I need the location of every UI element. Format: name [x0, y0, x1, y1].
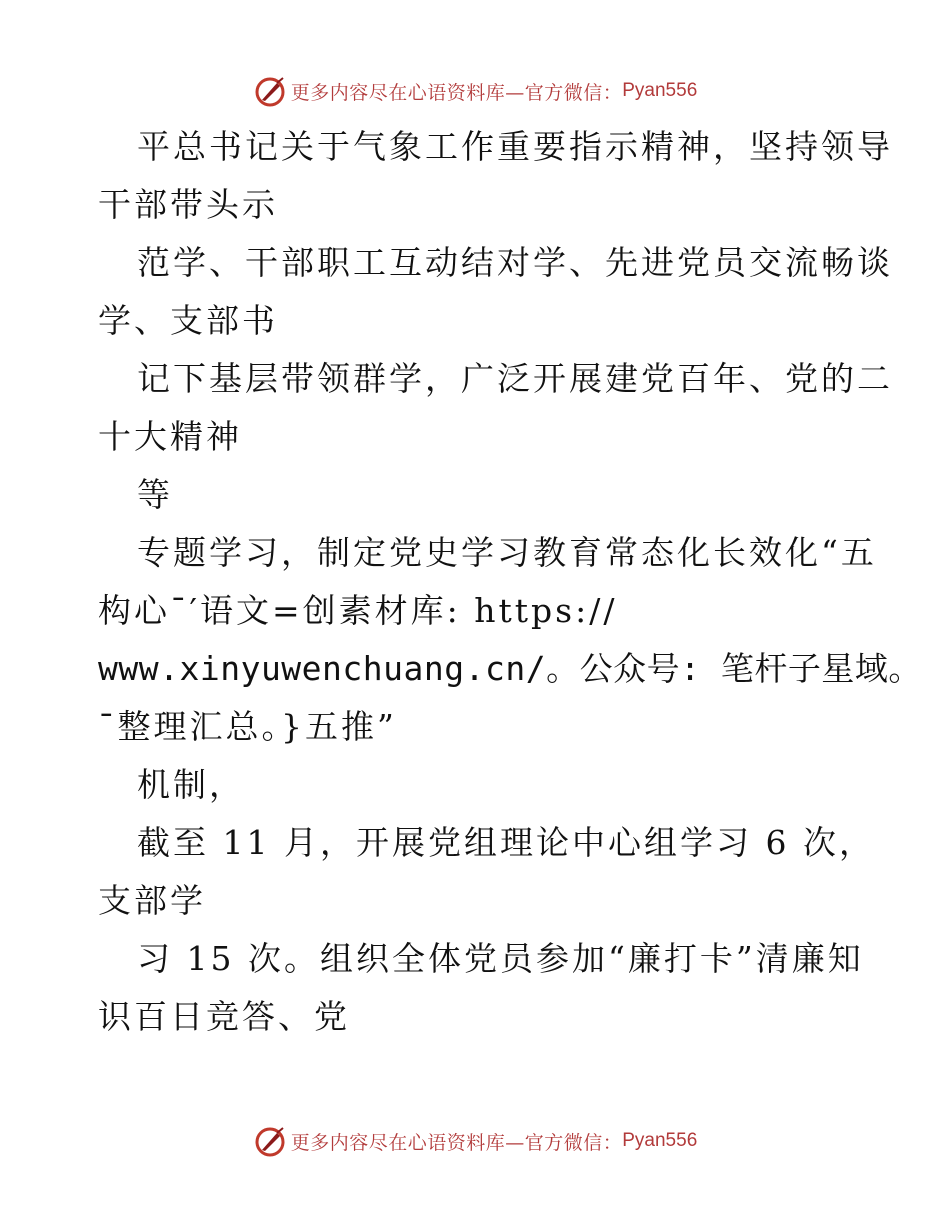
- text-line: 专题学习，制定党史学习教育常态化长效化“五: [137, 533, 877, 572]
- text-line: 十大精神: [98, 417, 242, 456]
- text-line: 机制，: [137, 765, 245, 804]
- text-line: 平总书记关于气象工作重要指示精神，坚持领导: [137, 127, 893, 166]
- footer-banner: [0, 1121, 950, 1161]
- banner-wechat-id: Pyan556: [622, 80, 698, 101]
- header-banner: [0, 71, 950, 111]
- text-line-url: www.xinyuwenchuang.cn/。公众号: 笔杆子星域。: [98, 649, 922, 688]
- banner-wechat-id: Pyan556: [622, 1130, 698, 1151]
- text-line: 截至 11 月，开展党组理论中心组学习 6 次，: [137, 823, 875, 862]
- text-line: 干部带头示: [98, 185, 278, 224]
- quill-logo-icon: [253, 74, 287, 108]
- quill-logo-icon: [253, 1124, 287, 1158]
- text-line: 等: [137, 475, 173, 514]
- banner-promo-text: 更多内容尽在心语资料库—官方微信：: [290, 1131, 623, 1154]
- text-line: 构心¯′语文=创素材库: https://: [98, 591, 618, 630]
- text-line: 范学、干部职工互动结对学、先进党员交流畅谈: [137, 243, 893, 282]
- text-line: ¯整理汇总。}五推”: [98, 707, 397, 746]
- text-line: 支部学: [98, 881, 206, 920]
- text-line: 识百日竞答、党: [98, 997, 350, 1036]
- banner-promo-text: 更多内容尽在心语资料库—官方微信：: [290, 81, 623, 104]
- document-body: [98, 118, 922, 1046]
- text-line: 习 15 次。组织全体党员参加“廉打卡”清廉知: [137, 939, 864, 978]
- text-line: 学、支部书: [98, 301, 278, 340]
- text-line: 记下基层带领群学，广泛开展建党百年、党的二: [137, 359, 893, 398]
